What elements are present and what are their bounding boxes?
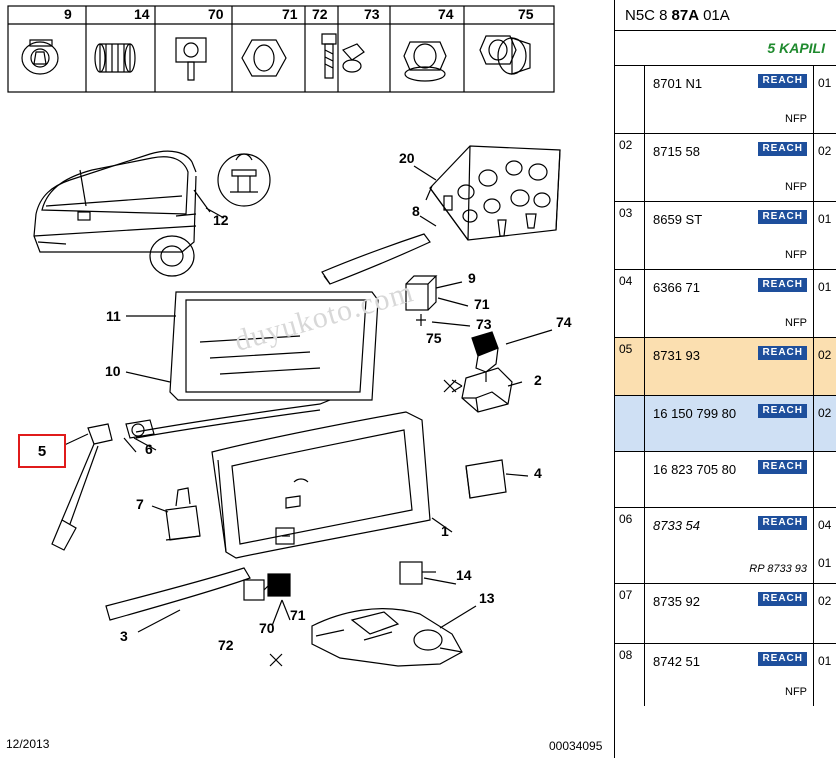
- row-index: 03: [615, 202, 645, 269]
- strip-number-75: 75: [518, 6, 534, 22]
- row-quantity-secondary: 01: [818, 556, 832, 570]
- table-header: [615, 0, 836, 31]
- strip-number-71: 71: [282, 6, 298, 22]
- callout-12: 12: [213, 212, 229, 228]
- part-number: 16 150 799 80: [653, 406, 737, 421]
- callout-74: 74: [556, 314, 572, 330]
- parts-table: [614, 0, 836, 758]
- callout-7: 7: [136, 496, 144, 512]
- strip-number-14: 14: [134, 6, 150, 22]
- row-note: RP 8733 93: [749, 563, 807, 575]
- strip-number-9: 9: [64, 6, 72, 22]
- row-note: NFP: [785, 181, 807, 193]
- table-row[interactable]: [615, 584, 836, 644]
- callout-71-lower: 71: [290, 607, 306, 623]
- reach-badge: REACH: [758, 210, 807, 224]
- row-note: NFP: [785, 317, 807, 329]
- footer-code: 00034095: [549, 739, 603, 753]
- reach-badge: REACH: [758, 652, 807, 666]
- part-number: 16 823 705 80: [653, 462, 737, 477]
- callout-72: 72: [218, 637, 234, 653]
- table-row[interactable]: [615, 508, 836, 584]
- row-main: [645, 202, 813, 269]
- row-quantity: 01: [813, 644, 836, 706]
- row-quantity: 01: [813, 270, 836, 337]
- callout-11: 11: [106, 308, 121, 324]
- row-index: [615, 66, 645, 133]
- row-index: [615, 452, 645, 507]
- reach-badge: REACH: [758, 460, 807, 474]
- callout-75: 75: [426, 330, 442, 346]
- watermark: duyukoto.com: [230, 275, 418, 358]
- row-note: NFP: [785, 113, 807, 125]
- strip-number-70: 70: [208, 6, 224, 22]
- table-subtitle: 5 KAPILI: [615, 31, 836, 66]
- row-main: [645, 584, 813, 643]
- callout-1: 1: [441, 523, 449, 539]
- table-row-selected[interactable]: [615, 338, 836, 396]
- callout-6: 6: [145, 441, 153, 457]
- strip-number-72: 72: [312, 6, 328, 22]
- callout-3: 3: [120, 628, 128, 644]
- part-number: 8701 N1: [653, 76, 703, 91]
- row-quantity: 02: [813, 338, 836, 395]
- row-index: 07: [615, 584, 645, 643]
- callout-73: 73: [476, 316, 492, 332]
- part-number: 8733 54: [653, 518, 700, 533]
- row-index: [615, 396, 645, 451]
- row-index: 06: [615, 508, 645, 583]
- reach-badge: REACH: [758, 516, 807, 530]
- header-code-prefix: N5C 8: [625, 6, 668, 24]
- reach-badge: REACH: [758, 142, 807, 156]
- row-index: 04: [615, 270, 645, 337]
- table-row[interactable]: [615, 66, 836, 134]
- row-note: NFP: [785, 249, 807, 261]
- table-row-highlight[interactable]: [615, 396, 836, 452]
- row-quantity: [813, 508, 836, 583]
- row-index: 05: [615, 338, 645, 395]
- header-code-bold: 87A: [671, 6, 700, 24]
- row-main: [645, 396, 813, 451]
- row-main: [645, 270, 813, 337]
- row-index: 02: [615, 134, 645, 201]
- selected-part-marker[interactable]: 5: [18, 434, 66, 468]
- part-number: 8715 58: [653, 144, 700, 159]
- footer-date: 12/2013: [6, 737, 50, 751]
- row-main: [645, 338, 813, 395]
- row-quantity-primary: 04: [818, 518, 832, 532]
- callout-4: 4: [534, 465, 542, 481]
- reach-badge: REACH: [758, 346, 807, 360]
- callout-8: 8: [412, 203, 420, 219]
- reach-badge: REACH: [758, 404, 807, 418]
- part-number: 8659 ST: [653, 212, 703, 227]
- row-main: [645, 644, 813, 706]
- row-main: [645, 66, 813, 133]
- callout-71-upper: 71: [474, 296, 490, 312]
- callout-2: 2: [534, 372, 542, 388]
- strip-number-73: 73: [364, 6, 380, 22]
- part-number: 8735 92: [653, 594, 700, 609]
- callout-13: 13: [479, 590, 495, 606]
- reach-badge: REACH: [758, 592, 807, 606]
- table-row[interactable]: [615, 452, 836, 508]
- callout-9: 9: [468, 270, 476, 286]
- row-main: [645, 508, 813, 583]
- part-number: 8731 93: [653, 348, 700, 363]
- part-number: 8742 51: [653, 654, 700, 669]
- row-index: 08: [615, 644, 645, 706]
- row-quantity: 02: [813, 134, 836, 201]
- row-note: NFP: [785, 686, 807, 698]
- callout-20: 20: [399, 150, 415, 166]
- table-row[interactable]: [615, 134, 836, 202]
- callout-10: 10: [105, 363, 121, 379]
- strip-number-74: 74: [438, 6, 454, 22]
- callout-14: 14: [456, 567, 472, 583]
- reach-badge: REACH: [758, 74, 807, 88]
- header-code-suffix: 01A: [703, 6, 730, 24]
- row-quantity: 01: [813, 66, 836, 133]
- row-main: [645, 452, 813, 507]
- table-row[interactable]: [615, 270, 836, 338]
- reach-badge: REACH: [758, 278, 807, 292]
- table-row[interactable]: [615, 202, 836, 270]
- table-row[interactable]: [615, 644, 836, 706]
- row-quantity: 02: [813, 396, 836, 451]
- part-number: 6366 71: [653, 280, 700, 295]
- row-quantity: 01: [813, 202, 836, 269]
- callout-70: 70: [259, 620, 275, 636]
- row-quantity: [813, 452, 836, 507]
- row-quantity: 02: [813, 584, 836, 643]
- row-main: [645, 134, 813, 201]
